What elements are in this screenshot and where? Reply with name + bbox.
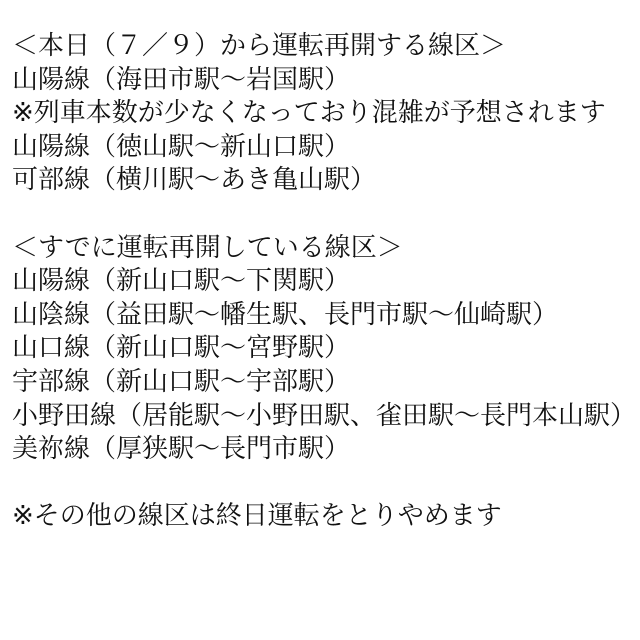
footer-note: ※その他の線区は終日運転をとりやめます: [12, 501, 502, 532]
line-item: 山陰線（益田駅〜幡生駅、長門市駅〜仙崎駅）: [12, 299, 559, 330]
service-resumption-notice: [12, 30, 637, 534]
section-heading-already: ＜すでに運転再開している線区＞: [12, 232, 403, 263]
line-item: 可部線（横川駅〜あき亀山駅）: [12, 165, 377, 196]
line-item: 山陽線（新山口駅〜下関駅）: [12, 266, 351, 297]
line-item: 小野田線（居能駅〜小野田駅、雀田駅〜長門本山駅）: [12, 400, 637, 431]
line-item: 山口線（新山口駅〜宮野駅）: [12, 333, 351, 364]
line-item: 山陽線（徳山駅〜新山口駅）: [12, 131, 351, 162]
spacer: [12, 198, 632, 232]
spacer: [12, 467, 632, 501]
congestion-note: ※列車本数が少なくなっており混雑が予想されます: [12, 98, 606, 129]
section-heading-today: ＜本日（７／９）から運転再開する線区＞: [12, 31, 507, 61]
line-item: 山陽線（海田市駅〜岩国駅）: [12, 64, 351, 95]
line-item: 宇部線（新山口駅〜宇部駅）: [12, 366, 351, 397]
line-item: 美祢線（厚狭駅〜長門市駅）: [12, 434, 351, 465]
